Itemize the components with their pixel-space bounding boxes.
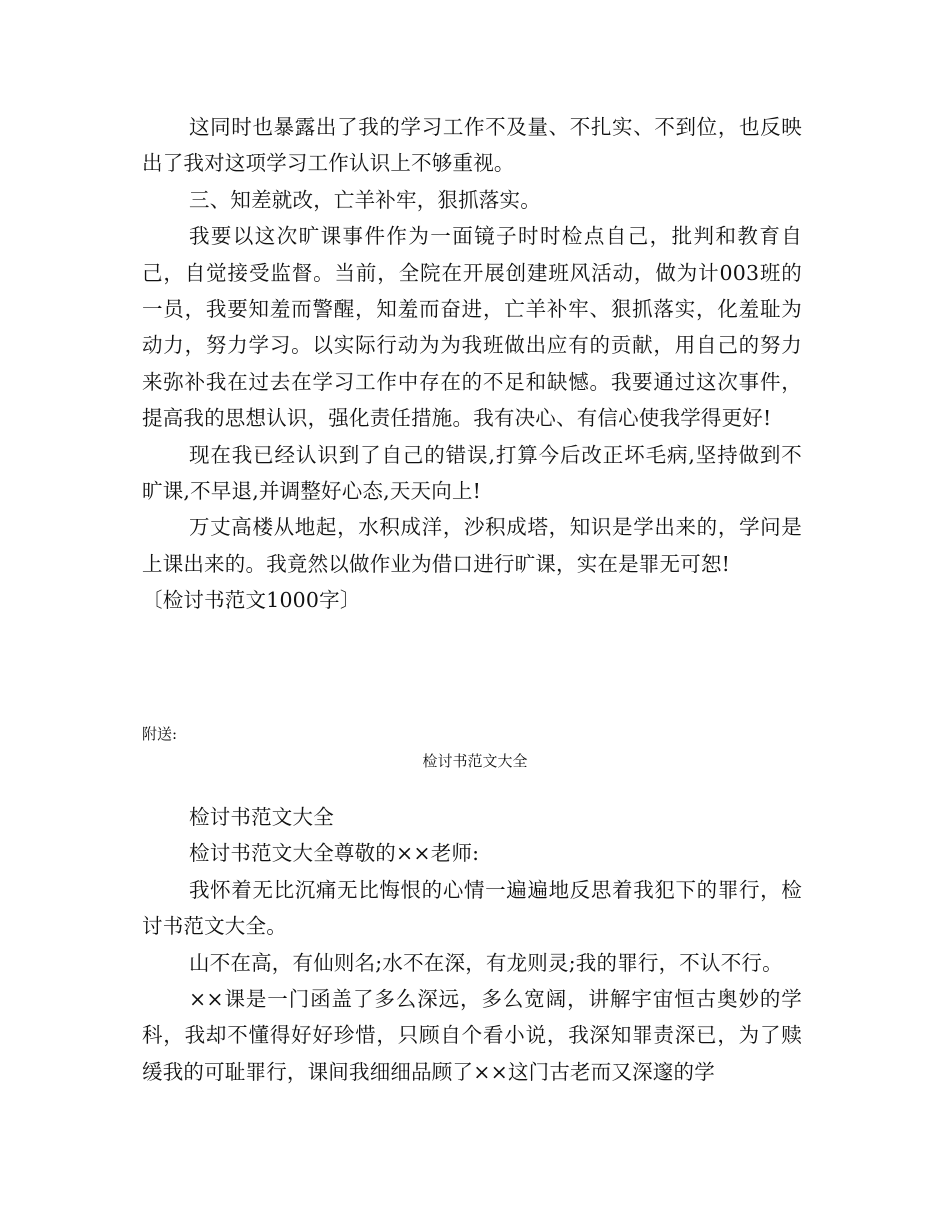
paragraph: 我怀着无比沉痛无比悔恨的心情一遍遍地反思着我犯下的罪行，检讨书范文大全。 bbox=[142, 877, 802, 939]
appendix-label: 附送: bbox=[142, 725, 178, 743]
paragraph: ××课是一门函盖了多么深远，多么宽阔，讲解宇宙恒古奥妙的学科，我却不懂得好好珍惜，只顾自个看小说，我深知罪责深已，为了赎缓我的可耻罪行，课间我细细品顾了××这门古老而又深邃的学 bbox=[142, 987, 802, 1084]
paragraph: 现在我已经认识到了自己的错误,打算今后改正坏毛病,坚持做到不旷课,不早退,并调整好心态,天天向上! bbox=[142, 442, 802, 504]
body-text-section-one bbox=[142, 109, 802, 619]
body-text-section-two bbox=[142, 799, 802, 1090]
paragraph: 万丈高楼从地起，水积成洋，沙积成塔，知识是学出来的，学问是上课出来的。我竟然以做作业为借口进行旷课，实在是罪无可恕! bbox=[142, 515, 802, 576]
paragraph: 山不在高，有仙则名;水不在深，有龙则灵;我的罪行，不认不行。 bbox=[189, 950, 783, 975]
appendix-title: 检讨书范文大全 bbox=[422, 752, 528, 770]
paragraph: 我要以这次旷课事件作为一面镜子时时检点自己，批判和教育自己，自觉接受监督。当前，全院在开展创建班风活动，做为计003班的一员，我要知羞而警醒，知羞而奋进，亡羊补牢、狠抓落实，化羞耻为动力，努力学习。以实际行动为为我班做出应有的贡献，用自己的努力来弥补我在过去在学习工作中存在的不足和缺憾。我要通过这次事件，提高我的思想认识，强化责任措施。我有决心、有信心使我学得更好! bbox=[142, 224, 802, 431]
salutation: 检讨书范文大全尊敬的××老师: bbox=[189, 841, 480, 866]
paragraph: 这同时也暴露出了我的学习工作不及量、不扎实、不到位，也反映出了我对这项学习工作认识上不够重视。 bbox=[142, 115, 802, 176]
source-note: 〔检讨书范文1000字〕 bbox=[142, 588, 361, 613]
paragraph: 检讨书范文大全 bbox=[189, 805, 334, 829]
section-heading: 三、知差就改，亡羊补牢，狠抓落实。 bbox=[189, 187, 541, 212]
